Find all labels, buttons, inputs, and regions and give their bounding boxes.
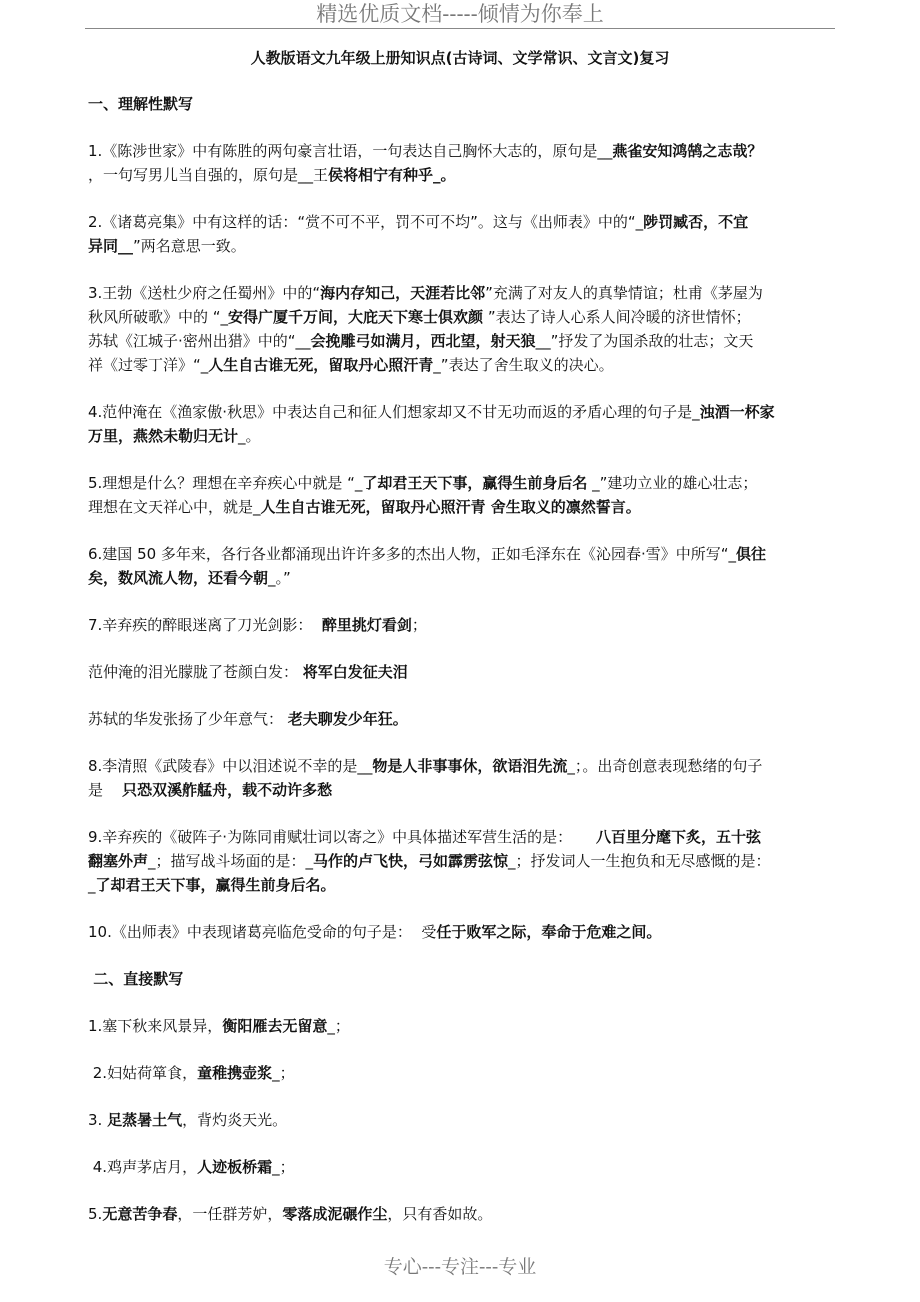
- question-text: 8.李清照《武陵春》中以泪述说不幸的是__: [88, 757, 373, 775]
- answer-text: 侯将相宁有种乎_。: [328, 166, 456, 184]
- question-text: _；抒发词人一生抱负和无尽感慨的是：: [508, 852, 771, 870]
- text-line: [88, 329, 838, 353]
- text-line: [88, 400, 838, 424]
- question-text: 祥《过零丁洋》“_: [88, 356, 209, 374]
- question-text: _；: [327, 1017, 350, 1035]
- question-text: ”两名意思一致。: [133, 237, 246, 255]
- text-line: [88, 495, 838, 519]
- text-line: [88, 566, 838, 590]
- question-paragraph: [88, 613, 838, 637]
- text-line: [88, 163, 838, 187]
- question-text: 1.《陈涉世家》中有陈胜的两句豪言壮语，一句表达自己胸怀大志的，原句是__: [88, 142, 613, 160]
- question-paragraph: [88, 660, 838, 684]
- answer-text: 翻塞外声: [88, 852, 149, 870]
- question-paragraph: [88, 1202, 838, 1226]
- section-heading: [88, 967, 838, 991]
- document-body: [88, 92, 838, 1249]
- question-paragraph: [88, 825, 838, 897]
- answer-text: 人生自古谁无死，留取丹心照汗青: [208, 356, 434, 374]
- text-line: [88, 1155, 838, 1179]
- question-text: _: [88, 876, 96, 894]
- question-text: 2.《诸葛亮集》中有这样的话：“赏不可不平，罚不可不均”。这与《出师表》中的“_: [88, 213, 644, 231]
- question-text: ，只有香如故。: [387, 1205, 493, 1223]
- question-text: 10.《出师表》中表现诸葛亮临危受命的句子是： 受: [88, 923, 437, 941]
- text-line: [88, 967, 838, 991]
- text-line: [88, 1202, 838, 1226]
- question-paragraph: [88, 139, 838, 187]
- text-line: [88, 1014, 838, 1038]
- question-text: 5.理想是什么？理想在辛弃疾心中就是 “_: [88, 474, 363, 492]
- text-line: [88, 825, 838, 849]
- answer-text: 老夫聊发少年狂。: [287, 710, 408, 728]
- answer-text: 无意苦争春: [102, 1205, 178, 1223]
- question-text: _。: [238, 427, 261, 445]
- answer-text: 会挽雕弓如满月，西北望，射天狼: [310, 332, 536, 350]
- answer-text: 醉里挑灯看剑: [321, 616, 412, 634]
- text-line: [88, 210, 838, 234]
- answer-text: 只恐双溪舴艋舟，载不动许多愁: [122, 781, 333, 799]
- text-line: [88, 778, 838, 802]
- answer-text: 异同__: [88, 237, 134, 255]
- answer-text: 将军白发征夫泪: [302, 663, 408, 681]
- question-text: ”充满了对友人的真挚情谊；杜甫《茅屋为: [485, 284, 763, 302]
- question-text: _”建功立业的雄心壮志；: [587, 474, 758, 492]
- question-text: ，一任群芳妒，: [177, 1205, 283, 1223]
- text-line: [88, 305, 838, 329]
- text-line: [88, 920, 838, 944]
- question-text: 苏轼的华发张扬了少年意气：: [88, 710, 288, 728]
- question-paragraph: [88, 1155, 838, 1179]
- question-text: 2.妇姑荷箪食，: [88, 1064, 198, 1082]
- answer-text: 俱往: [735, 545, 766, 563]
- answer-text: 万里，燕然未勒归无计: [88, 427, 239, 445]
- question-text: _”表达了舍生取义的决心。: [433, 356, 614, 374]
- header-divider: [85, 28, 835, 29]
- answer-text: 八百里分麾下炙，五十弦: [595, 828, 761, 846]
- question-paragraph: [88, 542, 838, 590]
- text-line: [88, 234, 838, 258]
- text-line: [88, 542, 838, 566]
- question-text: 5.: [88, 1205, 103, 1223]
- text-line: [88, 873, 838, 897]
- answer-text: 矣，数风流人物，还看今朝: [88, 569, 269, 587]
- answer-text: 了却君王天下事，赢得生前身后名: [362, 474, 588, 492]
- text-line: [88, 754, 838, 778]
- text-line: [88, 1108, 838, 1132]
- question-paragraph: [88, 400, 838, 448]
- text-line: [88, 707, 838, 731]
- text-line: [88, 139, 838, 163]
- text-line: [88, 424, 838, 448]
- question-text: 4.鸡声茅店月，: [88, 1158, 198, 1176]
- question-text: _；描写战斗场面的是：_: [148, 852, 314, 870]
- answer-text: 二、直接默写: [88, 970, 184, 988]
- question-text: 1.塞下秋来风景异，: [88, 1017, 223, 1035]
- question-text: 3.王勃《送杜少府之任蜀州》中的“: [88, 284, 321, 302]
- text-line: [88, 92, 838, 116]
- answer-text: 马作的卢飞快，弓如霹雳弦惊: [313, 852, 509, 870]
- answer-text: 物是人非事事休，欲语泪先流: [372, 757, 568, 775]
- question-text: _；: [272, 1064, 295, 1082]
- question-text: 7.辛弃疾的醉眼迷离了刀光剑影：: [88, 616, 322, 634]
- text-line: [88, 281, 838, 305]
- answer-text: 安得广厦千万间，大庇天下寒士俱欢颜: [228, 308, 484, 326]
- answer-text: 燕雀安知鸿鹄之志哉？: [612, 142, 763, 160]
- text-line: [88, 849, 838, 873]
- text-line: [88, 471, 838, 495]
- question-text: ，一句写男儿当自强的，原句是__王: [88, 166, 329, 184]
- question-text: _。”: [268, 569, 291, 587]
- answer-text: 童稚携壶浆: [197, 1064, 273, 1082]
- question-paragraph: [88, 281, 838, 377]
- question-paragraph: [88, 1108, 838, 1132]
- page-footer: 专心---专注---专业: [383, 1256, 537, 1278]
- text-line: [88, 660, 838, 684]
- question-text: ；: [411, 616, 427, 634]
- question-text: ，背灼炎天光。: [182, 1111, 288, 1129]
- question-text: ”表达了诗人心系人间冷暖的济世情怀；: [483, 308, 751, 326]
- text-line: [88, 613, 838, 637]
- question-paragraph: [88, 1061, 838, 1085]
- text-line: [88, 353, 838, 377]
- answer-text: 衡阳雁去无留意: [222, 1017, 328, 1035]
- question-paragraph: [88, 754, 838, 802]
- answer-text: 海内存知己，天涯若比邻: [320, 284, 486, 302]
- document-title: 人教版语文九年级上册知识点(古诗词、文学常识、文言文)复习: [250, 49, 670, 67]
- answer-text: 任于败军之际，奉命于危难之间。: [436, 923, 662, 941]
- answer-text: 了却君王天下事，赢得生前身后名。: [95, 876, 336, 894]
- question-text: _；: [272, 1158, 295, 1176]
- question-text: _；。出奇创意表现愁绪的句子: [567, 757, 763, 775]
- question-text: 理想在文天祥心中，就是_: [88, 498, 261, 516]
- answer-text: 足蒸暑土气: [107, 1111, 183, 1129]
- question-paragraph: [88, 707, 838, 731]
- question-text: 4.范仲淹在《渔家傲·秋思》中表达自己和征人们想家却又不甘无功而返的矛盾心理的句子是_: [88, 403, 700, 421]
- question-text: 是: [88, 781, 123, 799]
- answer-text: 浊酒一杯家: [699, 403, 775, 421]
- answer-text: 人迹板桥霜: [197, 1158, 273, 1176]
- question-text: 范仲淹的泪光朦胧了苍颜白发：: [88, 663, 303, 681]
- answer-text: 陟罚臧否，不宜: [643, 213, 749, 231]
- page-header: 精选优质文档-----倾情为你奉上: [316, 2, 604, 26]
- question-text: 6.建国 50 多年来，各行各业都涌现出许许多多的杰出人物，正如毛泽东在《沁园春·雪》中所写“_: [88, 545, 736, 563]
- answer-text: 零落成泥碾作尘: [282, 1205, 388, 1223]
- question-text: 3.: [88, 1111, 108, 1129]
- text-line: [88, 1061, 838, 1085]
- question-paragraph: [88, 210, 838, 258]
- section-heading: [88, 92, 838, 116]
- question-text: __”抒发了为国杀敌的壮志；文天: [535, 332, 754, 350]
- question-text: 9.辛弃疾的《破阵子·为陈同甫赋壮词以寄之》中具体描述军营生活的是：: [88, 828, 596, 846]
- question-paragraph: [88, 1014, 838, 1038]
- question-text: 秋风所破歌》中的 “_: [88, 308, 229, 326]
- answer-text: 人生自古谁无死，留取丹心照汗青 舍生取义的凛然誓言。: [260, 498, 641, 516]
- question-paragraph: [88, 471, 838, 519]
- answer-text: 一、理解性默写: [88, 95, 194, 113]
- question-text: 苏轼《江城子·密州出猎》中的“__: [88, 332, 311, 350]
- question-paragraph: [88, 920, 838, 944]
